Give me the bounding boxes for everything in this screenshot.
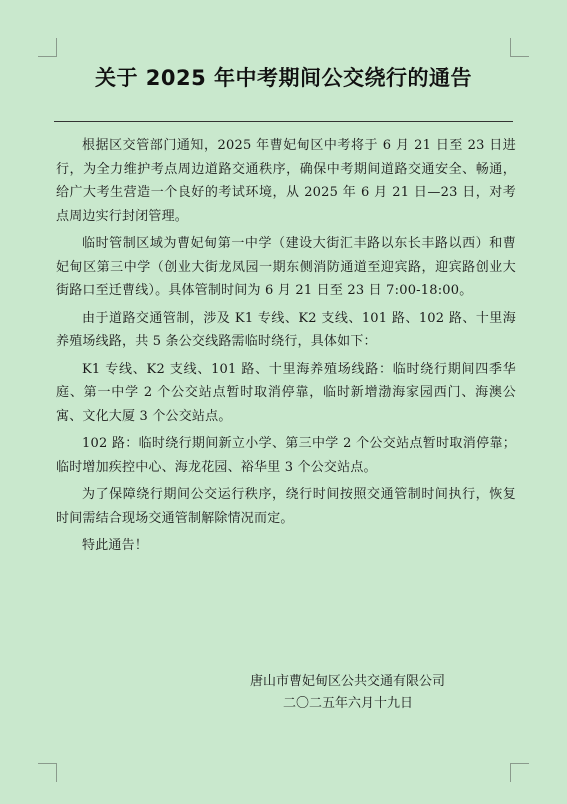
crop-mark-bottom-left <box>38 763 57 782</box>
notice-body <box>56 134 516 562</box>
signature-organization: 唐山市曹妃甸区公共交通有限公司 <box>250 674 446 689</box>
crop-mark-bottom-right <box>510 763 529 782</box>
paragraph-control-area: 临时管制区域为曹妃甸第一中学（建设大街汇丰路以东长丰路以西）和曹妃甸区第三中学（创业大街龙凤园一期东侧消防通道至迎宾路，迎宾路创业大街路口至迁曹线）。具体管制时间为 6 月 21 日至 23 日 7:00-18:00。 <box>56 236 516 298</box>
paragraph-closing: 特此通告！ <box>82 538 149 553</box>
paragraph-route-102: 102 路：临时绕行期间新立小学、第三中学 2 个公交站点暂时取消停靠；临时增加疾控中心、海龙花园、裕华里 3 个公交站点。 <box>56 436 516 475</box>
paragraph-route-k1-k2-101: K1 专线、K2 支线、101 路、十里海养殖场线路：临时绕行期间四季华庭、第一中学 2 个公交站点暂时取消停靠，临时新增渤海家园西门、海澳公寓、文化大厦 3 个公交站点。 <box>56 361 516 424</box>
paragraph-detour-time: 为了保障绕行期间公交运行秩序，绕行时间按照交通管制时间执行，恢复时间需结合现场交通管制解除情况而定。 <box>56 487 516 526</box>
paragraph-affected-routes: 由于道路交通管制，涉及 K1 专线、K2 支线、101 路、102 路、十里海养殖场线路，共 5 条公交线路需临时绕行，具体如下： <box>56 310 516 349</box>
document-title: 关于 2025 年中考期间公交绕行的通告 <box>94 66 473 90</box>
crop-mark-top-left <box>38 38 57 57</box>
signature-date: 二〇二五年六月十九日 <box>283 696 414 711</box>
paragraph-background: 根据区交管部门通知，2025 年曹妃甸区中考将于 6 月 21 日至 23 日进行，为全力维护考点周边道路交通秩序，确保中考期间道路交通安全、畅通，给广大考生营造一个良好的考试环境，从 2025 年 6 月 21 日—23 日，对考点周边实行封闭管理。 <box>56 138 516 224</box>
title-divider <box>54 121 513 122</box>
crop-mark-top-right <box>510 38 529 57</box>
